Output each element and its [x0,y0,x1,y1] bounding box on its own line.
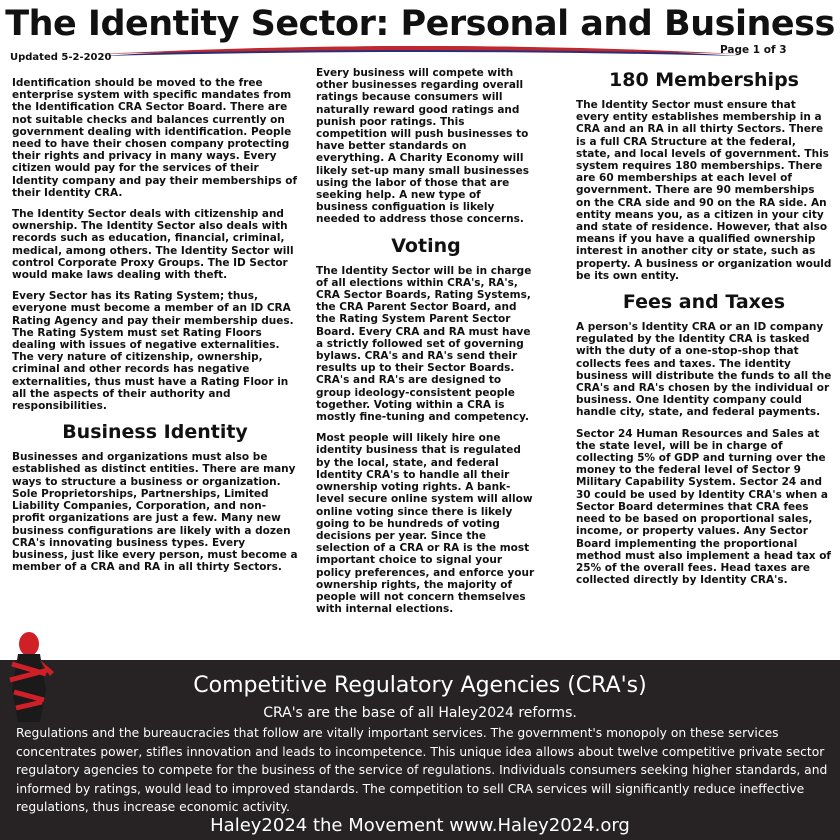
page-title: The Identity Sector: Personal and Business [5,4,835,44]
section-heading-fees-taxes: Fees and Taxes [622,291,786,314]
paragraph: The Identity Sector will be in charge of all elections within CRA's, RA's, CRA Sector Boards, Rating Systems, the CRA Parent Sector Board, and the Rating System Parent Sector Board. Every CRA and RA must have a strictly followed set of governing bylaws. CRA's and RA's send their results up to their Sector Boards. CRA's and RA's are designed to group ideology-consistent people together. Voting within a CRA is mostly fine-tuning and competency. [316,264,532,424]
paragraph: Sector 24 Human Resources and Sales at the state level, will be in charge of collecting 5% of GDP and turning over the money to the federal level of Sector 9 Military Capability System. Sector 24 and 30 could be used by Identity CRA's when a Sector Board determines that CRA fees need to be based on proportional sales, income, or property values. Any Sector Board implementing the proportional method must also implement a head tax of 25% of the overall fees. Head taxes are collected directly by Identity CRA's. [576,427,831,587]
cra-banner [0,660,840,840]
banner-subtitle: CRA's are the base of all Haley2024 reforms. [263,705,577,721]
title-swoosh [100,40,740,66]
page-number: Page 1 of 3 [720,44,787,56]
person-wrapped-in-red-tape-icon [0,630,58,722]
left-column [12,77,298,582]
paragraph: The Identity Sector must ensure that every entity establishes membership in a CRA and an RA in all thirty Sectors. There is a full CRA Structure at the federal, state, and local levels of government. This system requires 180 memberships. There are 60 memberships at each level of government. There are 90 memberships on the CRA side and 90 on the RA side. An entity means you, as a citizen in your city and state of residence. However, that also means if you have a qualified ownership interest in another city or state, such as property. A business or organization would be its own entity. [576,99,832,282]
right-column [576,67,832,595]
middle-column [316,67,536,624]
paragraph: A person's Identity CRA or an ID company regulated by the Identity CRA is tasked with the duty of a one-stop-shop that collects fees and taxes. The identity business will distribute the funds to all the CRA's and RA's chosen by the individual or business. One Identity company could handle city, state, and federal payments. [576,321,832,419]
banner-body: Regulations and the bureaucracies that follow are vitally important services. The government's monopoly on these services concentrates power, stifles innovation and leads to incompetence. This unique idea allows about twelve competitive private sector regulatory agencies to compete for the business of the service of regulations. Individuals consumers seeking higher standards, and informed by ratings, would lead to improved standards. The competition to sell CRA services will significantly reduce ineffective regulations, thus increase economic activity. [16,726,828,815]
banner-footer: Haley2024 the Movement www.Haley2024.org [210,815,630,836]
banner-title: Competitive Regulatory Agencies (CRA's) [193,673,647,698]
section-heading-business-identity: Business Identity [62,421,248,444]
paragraph: Businesses and organizations must also be established as distinct entities. There are many ways to structure a business or organization. Sole Proprietorships, Partnerships, Limited Liability Companies, Corporation, and non-profit organizations are just a few. Many new business configurations are likely with a dozen CRA's innovating business types. Every business, just like every person, must become a member of a CRA and RA in all thirty Sectors. [12,451,298,574]
paragraph: Identification should be moved to the free enterprise system with specific mandates from the Identification CRA Sector Board. There are not suitable checks and balances currently on government dealing with identification. People need to have their chosen company protecting their rights and privacy in many ways. Every citizen would pay for the services of their Identity company and pay their memberships of their Identity CRA. [12,77,298,199]
updated-date: Updated 5-2-2020 [10,52,112,63]
section-heading-voting: Voting [391,234,461,257]
section-heading-memberships: 180 Memberships [609,69,799,91]
paragraph: Most people will likely hire one identity business that is regulated by the local, state, and federal Identity CRA's to handle all their ownership voting rights. A bank-level secure online system will allow online voting since there is likely going to be hundreds of voting decisions per year. Since the selection of a CRA or RA is the most important choice to signal your policy preferences, and enforce your ownership rights, the majority of people will not concern themselves with internal elections. [316,432,535,616]
paragraph: The Identity Sector deals with citizenship and ownership. The Identity Sector also deals with records such as education, financial, criminal, medical, among others. The Identity Sector will control Corporate Proxy Groups. The ID Sector would make laws dealing with theft. [12,208,294,282]
paragraph: Every business will compete with other businesses regarding overall ratings because consumers will naturally reward good ratings and punish poor ratings. This competition will push businesses to have better standards on everything. A Charity Economy will likely set-up many small businesses using the labor of those that are seeking help. A new type of business configuation is likely needed to address those concerns. [316,67,529,226]
paragraph: Every Sector has its Rating System; thus, everyone must become a member of an ID CRA Rating Agency and pay their membership dues. The Rating System must set Rating Floors dealing with issues of negative externalities. The very nature of citizenship, ownership, criminal and other records has negative externalities, thus must have a Rating Floor in all the aspects of their authority and responsibilities. [12,290,294,413]
